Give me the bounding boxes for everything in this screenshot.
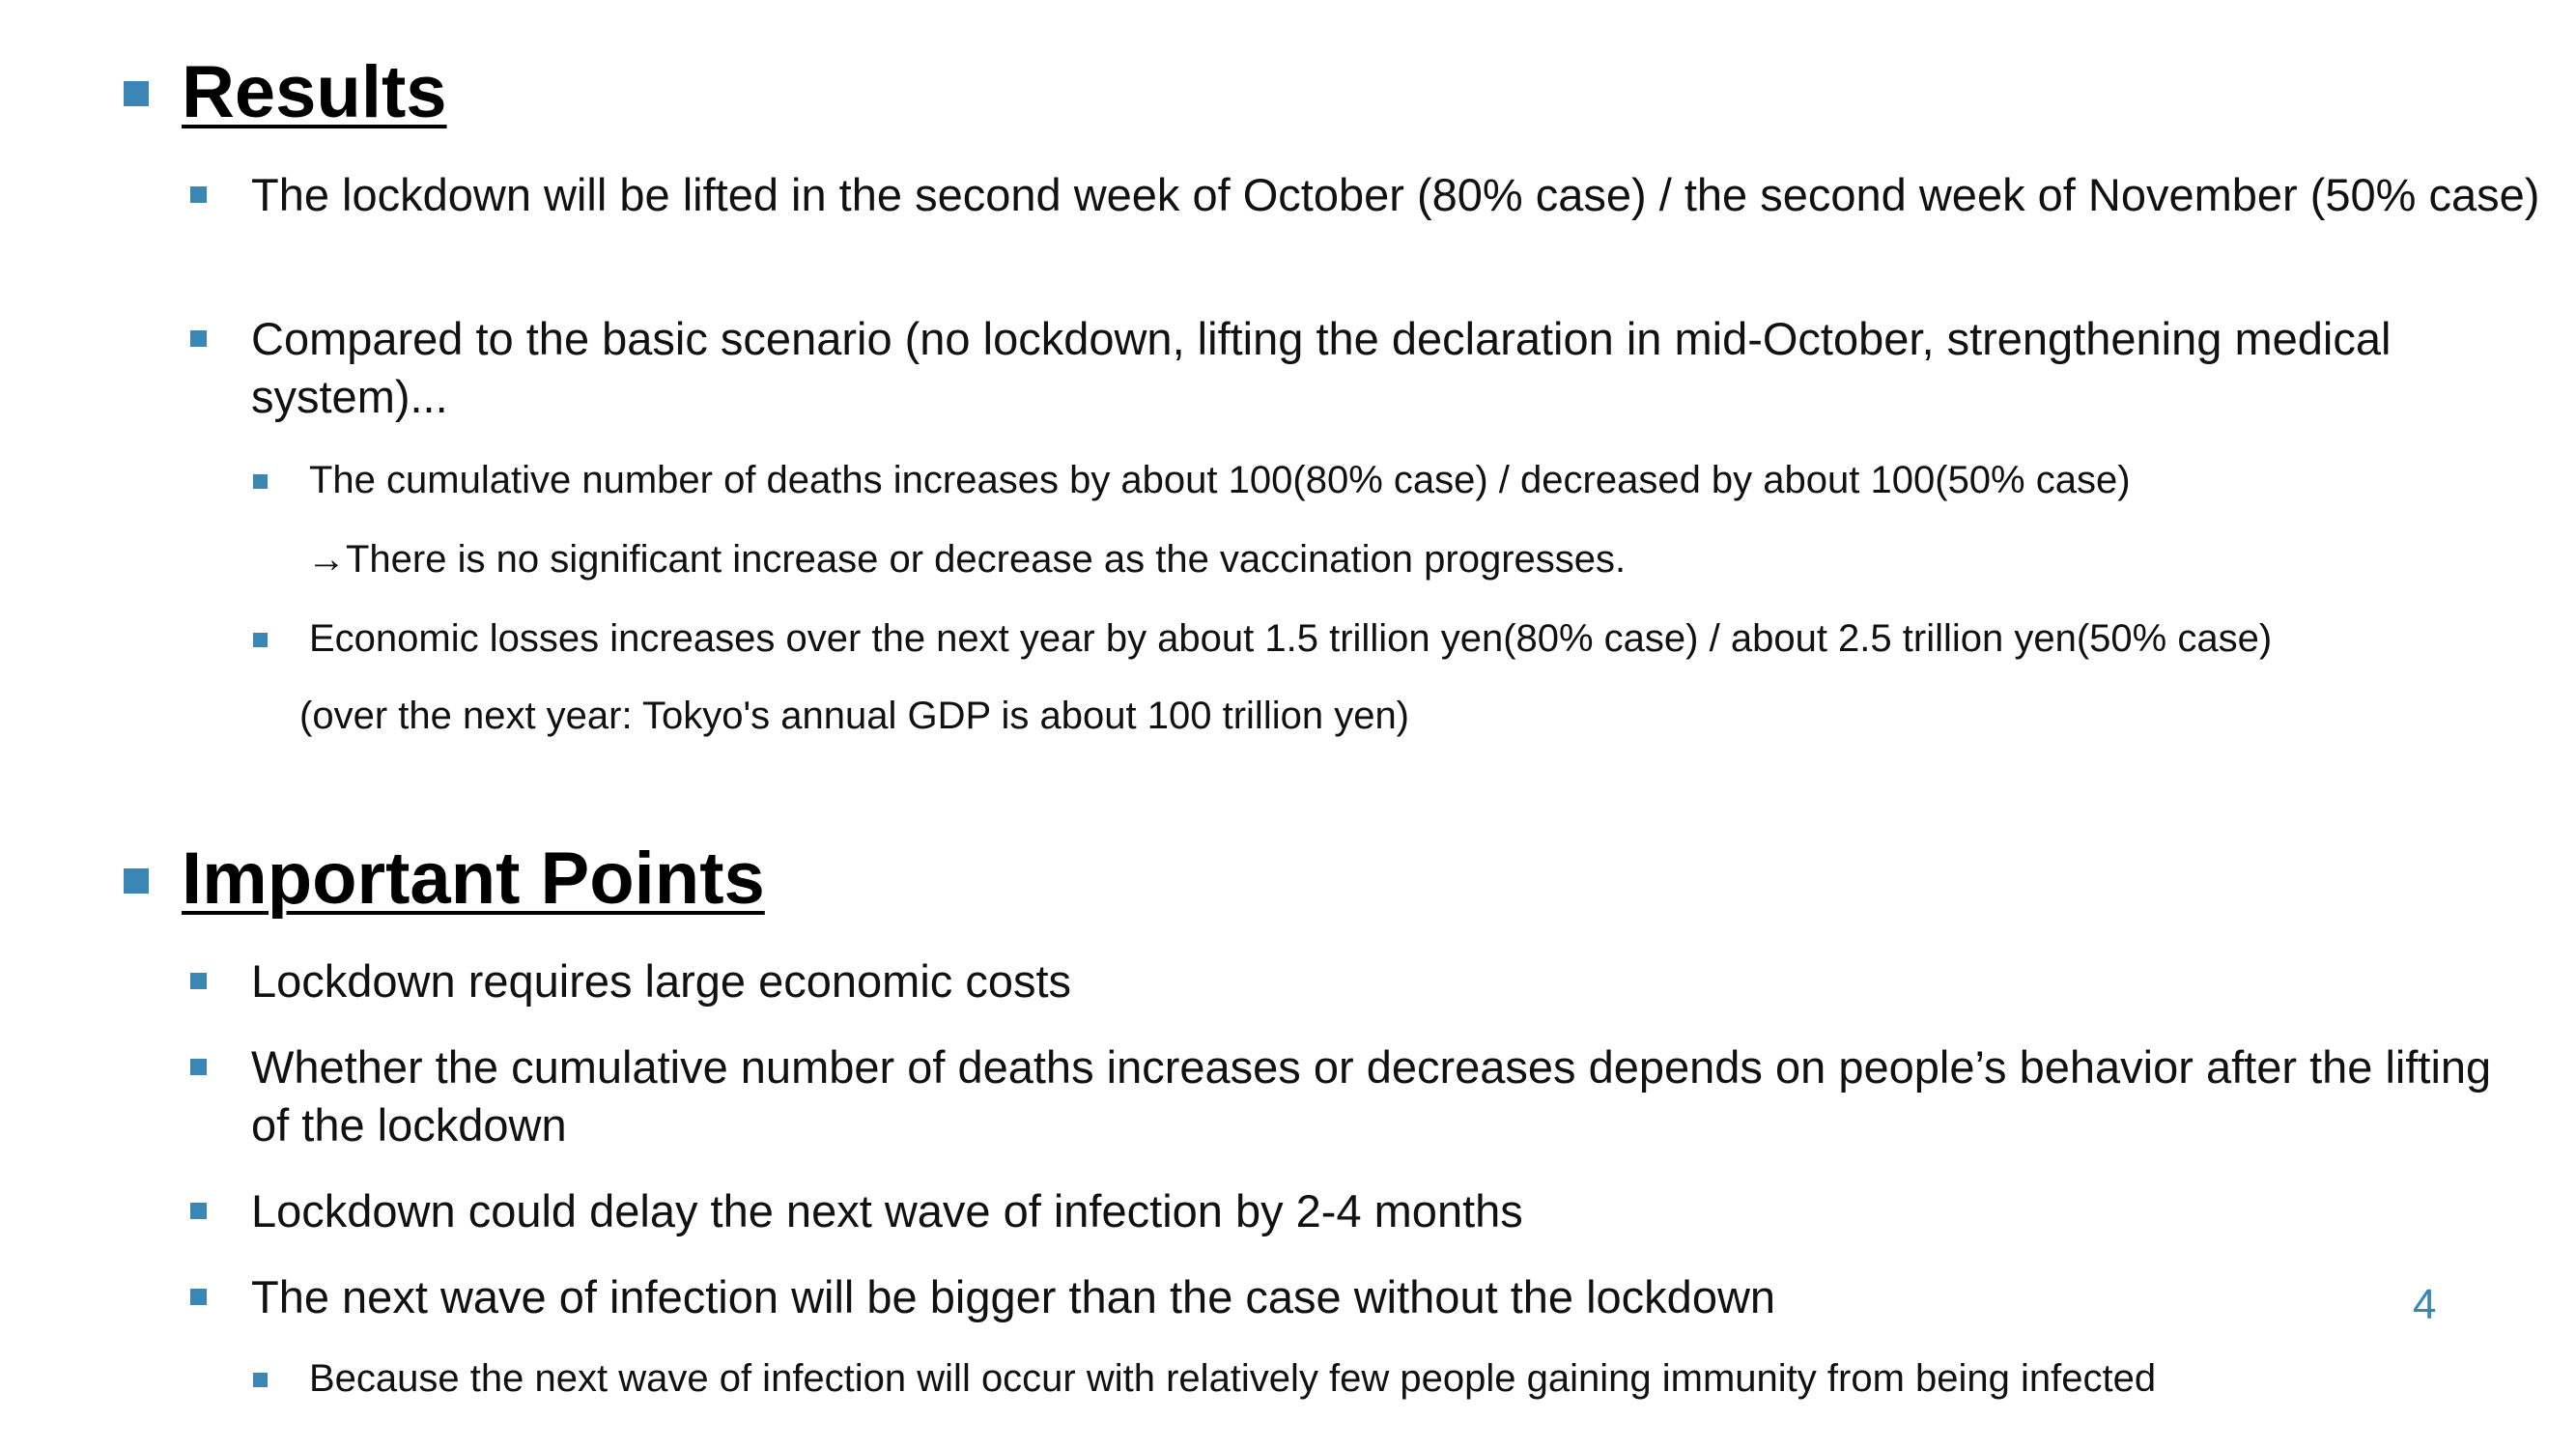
results-item-2-text: Compared to the basic scenario (no lockdown, lifting the declaration in mid-October, strengthening medical system)... <box>251 313 2392 422</box>
section-bullet-important-points <box>124 868 149 894</box>
important-item-4-text: The next wave of infection will be bigger than the case without the lockdown <box>251 1271 1776 1322</box>
results-subitem-2-text: Economic losses increases over the next year by about 1.5 trillion yen(80% case) / about 2.5 trillion yen(50% case) <box>309 617 2273 660</box>
results-subitem-1-note: →There is no significant increase or decrease as the vaccination progresses. <box>307 538 1627 581</box>
important-subitem-1-bullet <box>253 1373 268 1387</box>
results-heading: Results <box>182 51 447 133</box>
important-item-4-bullet <box>190 1289 207 1305</box>
important-item-3-bullet <box>190 1203 207 1219</box>
important-points-heading: Important Points <box>182 838 765 920</box>
results-item-1-text: The lockdown will be lifted in the second week of October (80% case) / the second week of November (50% case) <box>251 169 2540 220</box>
important-item-3-text: Lockdown could delay the next wave of infection by 2-4 months <box>251 1185 1523 1236</box>
important-item-1-bullet <box>190 973 207 989</box>
important-subitem-1-text: Because the next wave of infection will occur with relatively few people gaining immunity from being infected <box>309 1357 2157 1400</box>
important-item-2-bullet <box>190 1059 207 1075</box>
results-item-2-bullet <box>190 330 207 347</box>
important-item-1-text: Lockdown requires large economic costs <box>251 955 1072 1007</box>
results-subitem-1-bullet <box>253 474 268 489</box>
results-subitem-1-text: The cumulative number of deaths increases by about 100(80% case) / decreased by about 100(50% case) <box>309 459 2131 501</box>
page-number: 4 <box>2413 1281 2437 1328</box>
results-subitem-2-note: (over the next year: Tokyo's annual GDP is about 100 trillion yen) <box>299 695 1410 737</box>
important-item-2-text: Whether the cumulative number of deaths increases or decreases depends on people’s behavior after the lifting of the lockdown <box>251 1041 2492 1151</box>
results-item-1-bullet <box>190 186 207 203</box>
results-subitem-2-bullet <box>253 633 268 647</box>
section-bullet-results <box>124 81 149 106</box>
